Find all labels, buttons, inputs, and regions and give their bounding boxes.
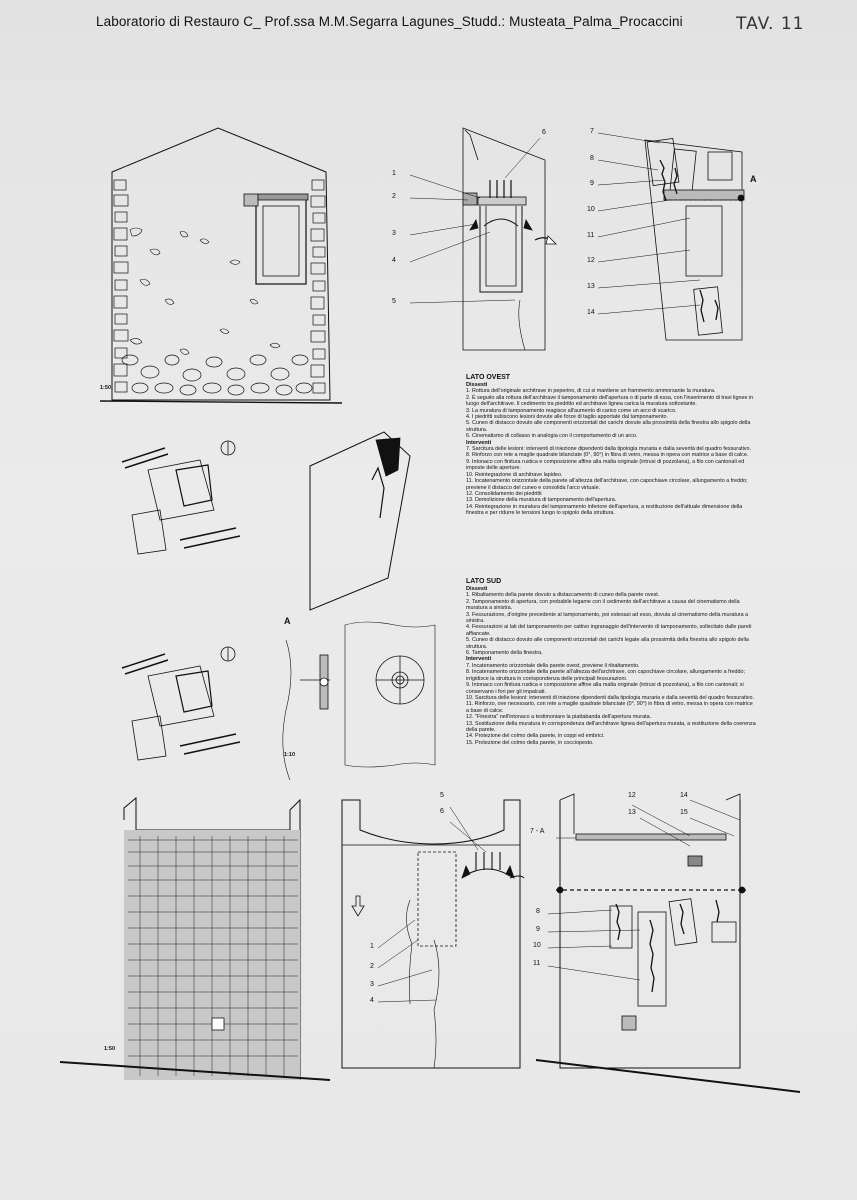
note-item: 12. Consolidamento dei piedritti bbox=[466, 490, 542, 497]
site-plan-lower-drawing bbox=[122, 647, 240, 760]
callout-number: 2 bbox=[392, 193, 396, 200]
lato-ovest-notes bbox=[466, 374, 756, 517]
dissesti-heading: Dissesti bbox=[466, 586, 488, 592]
sheet-number: TAV. 11 bbox=[736, 14, 805, 34]
south-crack-diagram-drawing bbox=[342, 800, 524, 1068]
dissesti-heading: Dissesti bbox=[466, 382, 488, 388]
lato-sud-title: LATO SUD bbox=[466, 578, 502, 585]
note-item: 3. Fessurazione, d'origine precedente al tamponamento, poi estesasi ad esso, dovuta al cinematismo della muratura a sinistra. bbox=[466, 611, 749, 625]
callout-number: 9 bbox=[536, 926, 540, 933]
callout-number: 1 bbox=[370, 943, 374, 950]
section-a-marker: A bbox=[750, 174, 757, 184]
sheet-header-title: Laboratorio di Restauro C_ Prof.ssa M.M.Segarra Lagunes_Studd.: Musteata_Palma_Procaccini bbox=[96, 14, 683, 29]
note-item: 14. Protezione del colmo della parete, in coppi ed embrici. bbox=[466, 733, 605, 740]
callout-number: 14 bbox=[587, 309, 595, 316]
callout-number: 2 bbox=[370, 963, 374, 970]
note-item: 8. Incatenamento orizzontale della parete all'altezza dell'architrave, con capochiave circolare, allungamento a freddo; irrigidisce la struttura in corrispondenza delle principali fessurazioni. bbox=[466, 669, 745, 682]
note-item: 6. Tamponamento della finestra. bbox=[466, 650, 543, 657]
note-item: 9. Intonaco con finitura rustica e composizione affine alla malta originale (intrusi di pozzolana), a filo con cantonali; si conservano i fori per gli impalcati. bbox=[466, 682, 744, 695]
note-item: 8. Rinforzo con rete a maglie quadrate bilanciate (0°, 90°) in fibra di vetro, messa in opera con matrice a base di calce. bbox=[466, 452, 749, 459]
callout-number: 7 - A bbox=[530, 828, 545, 835]
callout-number: 8 bbox=[590, 155, 594, 162]
callout-number: 8 bbox=[536, 908, 540, 915]
lato-sud-notes bbox=[466, 578, 756, 746]
callout-number: 15 bbox=[680, 809, 688, 816]
note-item: 6. Cinematismo di collasso in analogia con il comportamento di un arco. bbox=[466, 433, 638, 440]
south-elevation-drawing bbox=[60, 798, 330, 1080]
callout-number: 5 bbox=[440, 792, 444, 799]
callout-number: 1 bbox=[392, 170, 396, 177]
west-window-detail-drawing bbox=[410, 128, 556, 350]
tie-rod-detail-drawing bbox=[283, 622, 435, 780]
note-item: 7. Sarcitura delle lesioni: interventi di iniezione dipendenti dalla tipologia muraria e dalla severità del quadro fessurativo. bbox=[466, 446, 751, 453]
note-item: 13. Sostituzione della muratura in corrispondenza dell'architrave lignea dell'apertura murata, a restituzione della coerenza della parete. bbox=[466, 720, 756, 733]
callout-number: 11 bbox=[533, 960, 541, 967]
note-item: 11. Incatenamento orizzontale della parete all'altezza dell'architrave, con capochiave circolare, allungamento a freddo; previene il distacco del cuneo e consolida l'arco virtuale. bbox=[466, 478, 748, 491]
callout-number: 10 bbox=[587, 206, 595, 213]
note-item: 1. Ribaltamento della parete dovuto a distaccamento di cuneo della parete ovest. bbox=[466, 592, 660, 599]
note-item: 7. Incatenamento orizzontale della parete ovest, previene il ribaltamento. bbox=[466, 662, 640, 669]
note-item: 10. Sarcitura delle lesioni: interventi di iniezione dipendenti dalla tipologia muraria e dalla severità del quadro fessurativo. bbox=[466, 694, 754, 701]
note-item: 15. Protezione del colmo della parete, in cocciopesto. bbox=[466, 739, 594, 746]
scale-label-west: 1:50 bbox=[100, 385, 112, 391]
note-item: 12. "Finestra" nell'intonaco a testimoniare la piattabanda dell'apertura murata. bbox=[466, 714, 652, 721]
callout-number: 13 bbox=[628, 809, 636, 816]
note-item: 14. Reintegrazione in muratura del tamponamento inferiore dell'apertura, a restituzione dell'attuale dimensione della finestra e per ridurre le tensioni lungo lo spigolo della struttura. bbox=[466, 503, 743, 517]
note-item: 2. È seguito alla rottura dell'architrave il tamponamento dell'apertura o di parte di essa, con l'inserimento di travi lignee in luogo dell'architrave. Il cedimento tra piedritto ed architrave lignea carica la muratura sottostante. bbox=[466, 394, 754, 408]
site-plan-upper-drawing bbox=[122, 441, 240, 554]
south-interventions-drawing bbox=[536, 794, 800, 1092]
scale-label-detail: 1:10 bbox=[284, 752, 296, 758]
callout-number: 6 bbox=[440, 808, 444, 815]
callout-number: 14 bbox=[680, 792, 688, 799]
callout-number: 9 bbox=[590, 180, 594, 187]
interventi-heading: Interventi bbox=[466, 656, 492, 663]
note-item: 5. Cuneo di distacco dovuto alle componenti orizzontali dei carichi dovute alla prossimità della finestra allo spigolo della struttura. bbox=[466, 420, 751, 433]
note-item: 11. Rinforzo, ove necessario, con rete a maglie quadrate bilanciate (0°, 90°) in fibra di vetro, messa in opera con matrice a base di calce. bbox=[466, 701, 753, 714]
callout-number: 6 bbox=[542, 129, 546, 136]
lato-ovest-title: LATO OVEST bbox=[466, 374, 511, 381]
note-item: 10. Reintegrazione di architrave lapideo. bbox=[466, 471, 563, 478]
callout-number: 11 bbox=[587, 232, 595, 239]
note-item: 9. Intonaco con finitura rustica e composizione affine alla malta originale (intrusi di pozzolana), a filo con cantonali ed imposte delle aperture. bbox=[466, 458, 745, 472]
note-item: 5. Cuneo di distacco dovuto alle componenti orizzontali dei carichi legate alla prossimità della finestra allo spigolo della struttura. bbox=[466, 637, 749, 650]
west-interventions-drawing bbox=[598, 133, 744, 340]
interventi-heading: Interventi bbox=[466, 439, 492, 446]
callout-number: 3 bbox=[392, 230, 396, 237]
note-item: 2. Tamponamento di apertura, con probabile legame con il cedimento dell'architrave a causa del cinematismo della muratura a sinistra. bbox=[466, 598, 740, 612]
wall-axonometric-drawing bbox=[310, 432, 410, 610]
callout-number: 12 bbox=[628, 792, 636, 799]
note-item: 4. I piedritti subiscono lesioni dovute alle forze di taglio apportate dal tamponamento. bbox=[466, 414, 668, 421]
note-item: 3. La muratura di tamponamento reagisce all'aumento di carico come un arco di scarico. bbox=[466, 407, 677, 414]
note-item: 13. Demolizione della muratura di tamponamento dell'apertura. bbox=[466, 497, 617, 504]
west-elevation-drawing bbox=[100, 128, 342, 403]
callout-number: 10 bbox=[533, 942, 541, 949]
callout-number: 13 bbox=[587, 283, 595, 290]
callout-number: 7 bbox=[590, 128, 594, 135]
note-item: 4. Fessurazioni ai lati del tamponamento per cattivo ingranaggio dell'intervento di tamponamento, sollecitato dalle pareti affiancate. bbox=[466, 624, 752, 637]
note-item: 1. Rottura dell'originale architrave in peperino, di cui si mantiene un frammento ammorsante la muratura. bbox=[466, 388, 716, 395]
callout-number: 4 bbox=[370, 997, 374, 1004]
callout-number: 3 bbox=[370, 981, 374, 988]
callout-number: 4 bbox=[392, 257, 396, 264]
callout-number: 5 bbox=[392, 298, 396, 305]
scale-label-south: 1:50 bbox=[104, 1046, 116, 1052]
callout-number: 12 bbox=[587, 257, 595, 264]
detail-a-label: A bbox=[284, 616, 291, 626]
